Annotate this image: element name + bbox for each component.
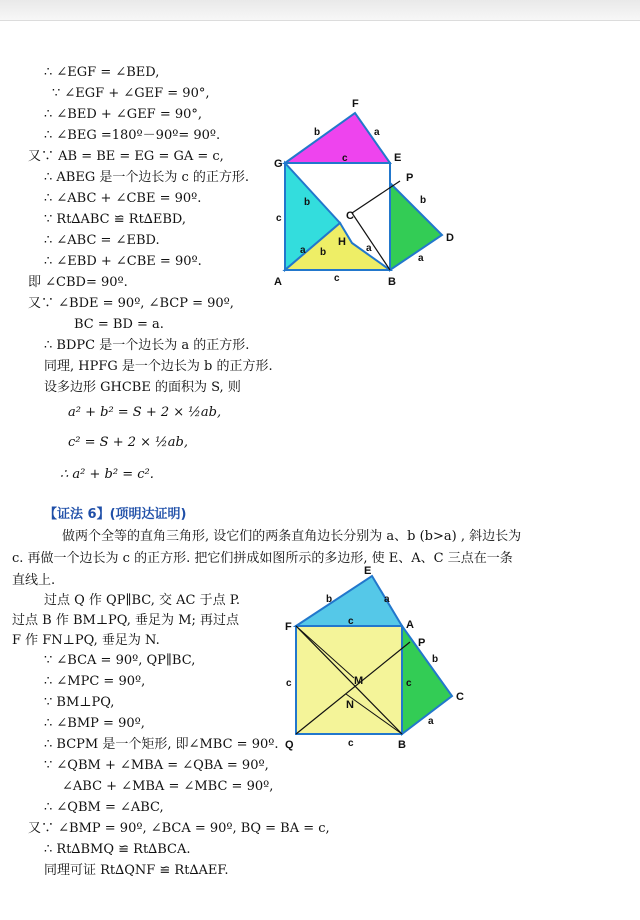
proof-line: 同理可证 Rt∆QNF ≌ Rt∆AEF. — [44, 863, 229, 878]
proof-line: 过点 Q 作 QP∥BC, 交 AC 于点 P. — [44, 593, 240, 608]
proof-line: ∴ ∠EBD + ∠CBE = 90º. — [44, 254, 202, 269]
intro-line: 做两个全等的直角三角形, 设它们的两条直角边长分别为 a、b (b>a) , 斜边长为 — [62, 529, 522, 544]
side-label: a — [384, 594, 390, 605]
proof-line: 又∵ AB = BE = EG = GA = c, — [28, 149, 224, 164]
proof-line: BC = BD = a. — [74, 317, 164, 332]
point-label: E — [364, 565, 372, 577]
side-label: b — [304, 197, 311, 208]
side-label: c — [406, 678, 412, 689]
figure-top — [270, 95, 470, 300]
proof-line: ∴ ∠EGF = ∠BED, — [44, 65, 160, 80]
proof-line: ∴ BDPC 是一个边长为 a 的正方形. — [44, 338, 250, 353]
side-label: a — [300, 245, 306, 256]
intro-line: 直线上. — [12, 573, 56, 588]
point-label: F — [285, 621, 292, 633]
side-label: c — [276, 213, 282, 224]
point-label: H — [338, 236, 346, 248]
intro-line: c. 再做一个边长为 c 的正方形. 把它们拼成如图所示的多边形, 使 E、A、C 三点在一条 — [12, 551, 513, 566]
side-label: a — [366, 243, 372, 254]
side-label: b — [326, 594, 333, 605]
proof-line: ∵ BM⊥PQ, — [44, 695, 115, 710]
formula: c² = S + 2 × ½ab, — [68, 435, 188, 450]
proof-line: ∴ ∠BED + ∠GEF = 90°, — [44, 107, 203, 122]
formula: a² + b² = S + 2 × ½ab, — [68, 405, 222, 420]
point-label: B — [398, 739, 406, 751]
point-label: F — [352, 98, 359, 110]
section-title: 【证法 6】(项明达证明) — [44, 507, 187, 522]
proof-line: ∵ Rt∆ABC ≌ Rt∆EBD, — [44, 212, 187, 227]
point-label: Q — [285, 739, 294, 751]
side-label: b — [420, 195, 427, 206]
proof-line: F 作 FN⊥PQ, 垂足为 N. — [12, 633, 160, 648]
proof-line: ∵ ∠QBM + ∠MBA = ∠QBA = 90º, — [44, 758, 269, 773]
point-label: P — [406, 172, 414, 184]
proof-line: 过点 B 作 BM⊥PQ, 垂足为 M; 再过点 — [12, 613, 240, 628]
point-label: C — [456, 691, 464, 703]
proof-line: ∠ABC + ∠MBA = ∠MBC = 90º, — [62, 779, 274, 794]
proof-line: ∴ ∠MPC = 90º, — [44, 674, 146, 689]
point-label: D — [446, 232, 454, 244]
side-label: b — [314, 127, 321, 138]
point-label: G — [274, 158, 283, 170]
proof-line: ∴ Rt∆BMQ ≌ Rt∆BCA. — [44, 842, 191, 857]
proof-line: ∴ BCPM 是一个矩形, 即∠MBC = 90º. — [44, 737, 279, 752]
point-label: E — [394, 152, 402, 164]
proof-line: ∴ ∠ABC + ∠CBE = 90º. — [44, 191, 202, 206]
proof-line: ∴ ∠BMP = 90º, — [44, 716, 145, 731]
top-status-bar — [0, 0, 640, 21]
point-label: C — [346, 210, 354, 222]
point-label: A — [406, 619, 414, 631]
proof-line: ∵ ∠BCA = 90º, QP∥BC, — [44, 653, 196, 668]
point-label: A — [274, 276, 282, 288]
proof-line: 同理, HPFG 是一个边长为 b 的正方形. — [44, 359, 273, 374]
point-label: M — [354, 675, 364, 687]
proof-line: ∴ ∠ABC = ∠EBD. — [44, 233, 160, 248]
side-label: c — [342, 153, 348, 164]
proof-line: ∴ ABEG 是一个边长为 c 的正方形. — [44, 170, 250, 185]
side-label: c — [348, 738, 354, 749]
side-label: a — [374, 127, 380, 138]
side-label: c — [286, 678, 292, 689]
side-label: a — [418, 253, 424, 264]
green-triangle — [390, 183, 442, 270]
point-label: P — [418, 637, 426, 649]
proof-line: ∵ ∠EGF + ∠GEF = 90°, — [52, 86, 210, 101]
proof-line: ∴ ∠BEG =180º－90º= 90º. — [44, 128, 221, 143]
formula: ∴ a² + b² = c². — [60, 467, 154, 482]
proof-line: 又∵ ∠BDE = 90º, ∠BCP = 90º, — [28, 296, 234, 311]
point-label: N — [346, 699, 354, 711]
figure-bottom — [282, 562, 482, 757]
point-label: B — [388, 276, 396, 288]
magenta-triangle — [285, 113, 390, 163]
proof-line: 即 ∠CBD= 90º. — [28, 275, 128, 290]
side-label: a — [428, 716, 434, 727]
proof-line: 设多边形 GHCBE 的面积为 S, 则 — [44, 380, 241, 395]
side-label: c — [334, 273, 340, 284]
side-label: b — [320, 247, 327, 258]
side-label: b — [432, 654, 439, 665]
side-label: c — [348, 616, 354, 627]
proof-line: ∴ ∠QBM = ∠ABC, — [44, 800, 164, 815]
proof-line: 又∵ ∠BMP = 90º, ∠BCA = 90º, BQ = BA = c, — [28, 821, 330, 836]
